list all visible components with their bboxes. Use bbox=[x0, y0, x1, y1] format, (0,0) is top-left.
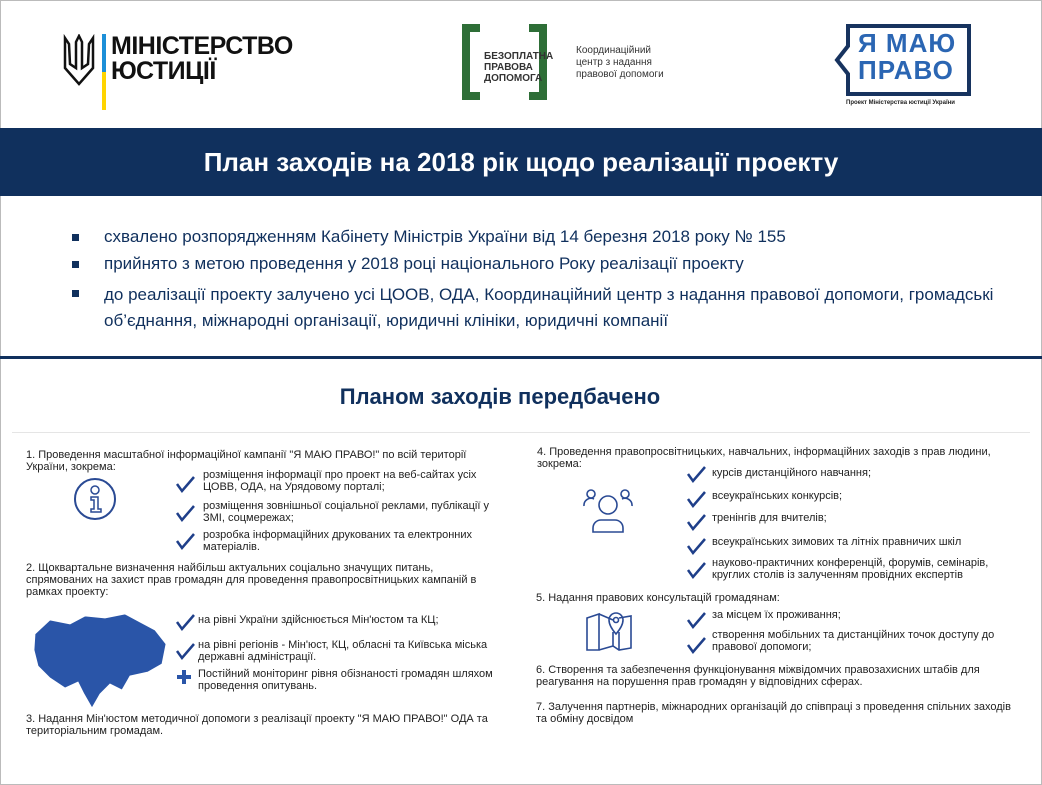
item-5: 5. Надання правових консультацій громадянам: bbox=[536, 592, 780, 604]
bpd-line: ДОПОМОГА bbox=[484, 73, 543, 84]
check-icon bbox=[175, 612, 195, 632]
item-7: 7. Залучення партнерів, міжнародних організацій до співпраці з проведення спільних заходів та обміну досвідом bbox=[536, 701, 1011, 725]
check-icon bbox=[686, 610, 706, 630]
item-4-check: науково-практичних конференцій, форумів, семінарів, круглих столів із залученням провідних експертів bbox=[712, 557, 989, 581]
item-2-check: на рівні регіонів - Мін'юст, КЦ, обласні та Київська міська державні адміністрації. bbox=[198, 639, 488, 663]
coord-line: правової допомоги bbox=[576, 69, 664, 80]
item-1-check: розміщення зовнішньої соціальної реклами, публікації у ЗМІ, соцмережах; bbox=[203, 500, 489, 524]
item-2-check: на рівні України здійснюється Мін'юстом та КЦ; bbox=[198, 614, 439, 626]
bullet-text: до реалізації проекту залучено усі ЦООВ, ОДА, Координаційний центр з надання правової допомоги, громадські об’єднання, міжнародні організації, юридичні клініки, юридичні компанії bbox=[104, 285, 994, 330]
yamp-logo-text bbox=[858, 30, 956, 84]
ukraine-map-icon bbox=[30, 612, 170, 712]
item-5-check: за місцем їх проживання; bbox=[712, 609, 841, 621]
speech-bubble-icon bbox=[834, 24, 850, 96]
item-4-check: курсів дистанційного навчання; bbox=[712, 467, 872, 479]
trident-icon bbox=[62, 34, 96, 86]
info-icon bbox=[72, 476, 118, 522]
coord-center-text bbox=[576, 45, 664, 81]
bullet-item bbox=[72, 282, 1024, 334]
plus-icon bbox=[177, 670, 191, 684]
bpd-logo-text bbox=[484, 51, 553, 84]
ministry-name-line2: ЮСТИЦІЇ bbox=[111, 57, 216, 85]
map-pin-icon bbox=[585, 608, 633, 652]
check-icon bbox=[686, 464, 706, 484]
flag-stripe bbox=[102, 34, 106, 110]
check-icon bbox=[686, 512, 706, 532]
item-1-check: розробка інформаційних друкованих та електронних матеріалів. bbox=[203, 529, 473, 553]
item-4-check: всеукраїнських конкурсів; bbox=[712, 490, 843, 502]
bullet-square-icon bbox=[72, 290, 79, 297]
item-3: 3. Надання Мін'юстом методичної допомоги з реалізації проекту "Я МАЮ ПРАВО!" ОДА та територіальним громадам. bbox=[26, 713, 488, 737]
yamp-line: Я МАЮ bbox=[858, 28, 957, 58]
page-title: План заходів на 2018 рік щодо реалізації проекту bbox=[203, 146, 839, 177]
bullet-item bbox=[72, 226, 1024, 248]
bullet-square-icon bbox=[72, 234, 79, 241]
check-icon bbox=[175, 641, 195, 661]
ministry-name-line1: МІНІСТЕРСТВО bbox=[111, 32, 293, 60]
item-4: 4. Проведення правопросвітницьких, навчальних, інформаційних заходів з прав людини, зокрема: bbox=[537, 446, 991, 470]
title-band bbox=[0, 128, 1042, 196]
people-icon bbox=[583, 488, 633, 534]
bullet-text: прийнято з метою проведення у 2018 році національного Року реалізації проекту bbox=[104, 254, 744, 273]
coord-line: Координаційний bbox=[576, 45, 652, 56]
ministry-logo bbox=[62, 34, 293, 110]
check-icon bbox=[686, 489, 706, 509]
section-subtitle: Планом заходів передбачено bbox=[339, 384, 661, 409]
coord-line: центр з надання bbox=[576, 57, 652, 68]
divider bbox=[0, 356, 1042, 359]
bpd-line: ПРАВОВА bbox=[484, 62, 533, 73]
bullet-item bbox=[72, 253, 1024, 275]
item-2-plus: Постійний моніторинг рівня обізнаності громадян шляхом проведення опитувань. bbox=[198, 668, 493, 692]
item-4-check: всеукраїнських зимових та літніх правничих шкіл bbox=[712, 536, 962, 548]
bullet-text: схвалено розпорядженням Кабінету Міністрів України від 14 березня 2018 року № 155 bbox=[104, 227, 786, 246]
item-5-check: створення мобільних та дистанційних точок доступу до правової допомоги; bbox=[712, 629, 995, 653]
bpd-line: БЕЗОПЛАТНА bbox=[484, 51, 554, 62]
check-icon bbox=[686, 635, 706, 655]
yamp-subtitle: Проект Міністерства юстиції України bbox=[846, 100, 955, 106]
check-icon bbox=[686, 560, 706, 580]
item-4-check: тренінгів для вчителів; bbox=[712, 512, 827, 524]
check-icon bbox=[686, 536, 706, 556]
item-6: 6. Створення та забезпечення функціонування міжвідомчих правозахисних штабів для реагування на порушення прав громадян у відповідних сферах. bbox=[536, 664, 980, 688]
item-1-check: розміщення інформації про проект на веб-сайтах усіх ЦОВВ, ОДА, на Урядовому порталі; bbox=[203, 469, 477, 493]
yamp-line: ПРАВО bbox=[858, 55, 954, 85]
check-icon bbox=[175, 474, 195, 494]
item-1: 1. Проведення масштабної інформаційної кампанії "Я МАЮ ПРАВО!" по всій території України, зокрема: bbox=[26, 449, 467, 473]
item-2: 2. Щоквартальне визначення найбільш актуальних соціально значущих питань, спрямованих на захист прав громадян для проведення правопросвітницьких кампаній в рамках проекту: bbox=[26, 562, 477, 598]
bullet-square-icon bbox=[72, 261, 79, 268]
check-icon bbox=[175, 531, 195, 551]
check-icon bbox=[175, 503, 195, 523]
